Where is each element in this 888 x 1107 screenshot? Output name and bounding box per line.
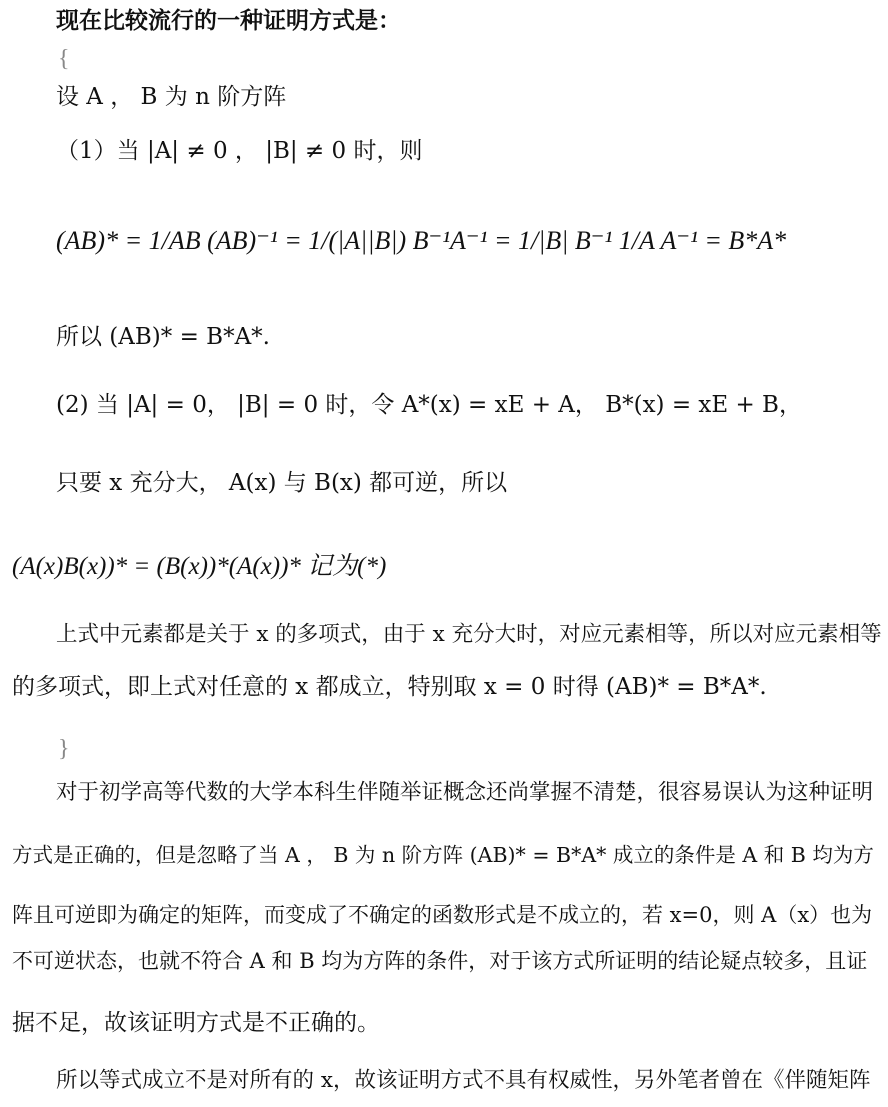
case-1-line: （1）当 |A| ≠ 0 ， |B| ≠ 0 时，则 [56,138,423,164]
therefore-line: 所以 (AB)* = B*A*. [56,324,270,350]
invertible-line: 只要 x 充分大， A(x) 与 B(x) 都可逆，所以 [56,470,508,496]
definition-line: 设 A ， B 为 n 阶方阵 [56,84,287,110]
paragraph-1-line-1: 上式中元素都是关于 x 的多项式，由于 x 充分大时，对应元素相等，所以对应元素相等 [56,622,882,647]
close-brace: } [58,736,70,762]
star-equation: (A(x)B(x))* = (B(x))*(A(x))* 记为(*) [12,553,387,580]
paragraph-2-line-3: 阵且可逆即为确定的矩阵，而变成了不确定的函数形式是不成立的，若 x=0，则 A（x）也为 [12,903,873,927]
paragraph-2-line-5: 据不足，故该证明方式是不正确的。 [12,1010,380,1036]
paragraph-3-line-1: 所以等式成立不是对所有的 x，故该证明方式不具有权威性，另外笔者曾在《伴随矩阵 [56,1068,871,1093]
paragraph-2-line-2: 方式是正确的，但是忽略了当 A ， B 为 n 阶方阵 (AB)* = B*A* 成立的条件是 A 和 B 均为方 [12,843,874,867]
paragraph-1-line-2: 的多项式，即上式对任意的 x 都成立，特别取 x = 0 时得 (AB)* = B*A*. [12,674,767,700]
paragraph-2-line-1: 对于初学高等代数的大学本科生伴随举证概念还尚掌握不清楚，很容易误认为这种证明 [56,780,874,805]
paragraph-2-line-4: 不可逆状态，也就不符合 A 和 B 均为方阵的条件，对于该方式所证明的结论疑点较多，且证 [12,949,868,973]
heading: 现在比较流行的一种证明方式是： [56,7,401,34]
open-brace: { [58,46,70,72]
main-equation: (AB)* = 1/AB (AB)⁻¹ = 1/(|A||B|) B⁻¹A⁻¹ = 1/|B| B⁻¹ 1/A A⁻¹ = B*A* [56,226,787,255]
case-2-line: (2) 当 |A| = 0， |B| = 0 时，令 A*(x) = xE + A， B*(x) = xE + B， [56,392,802,418]
